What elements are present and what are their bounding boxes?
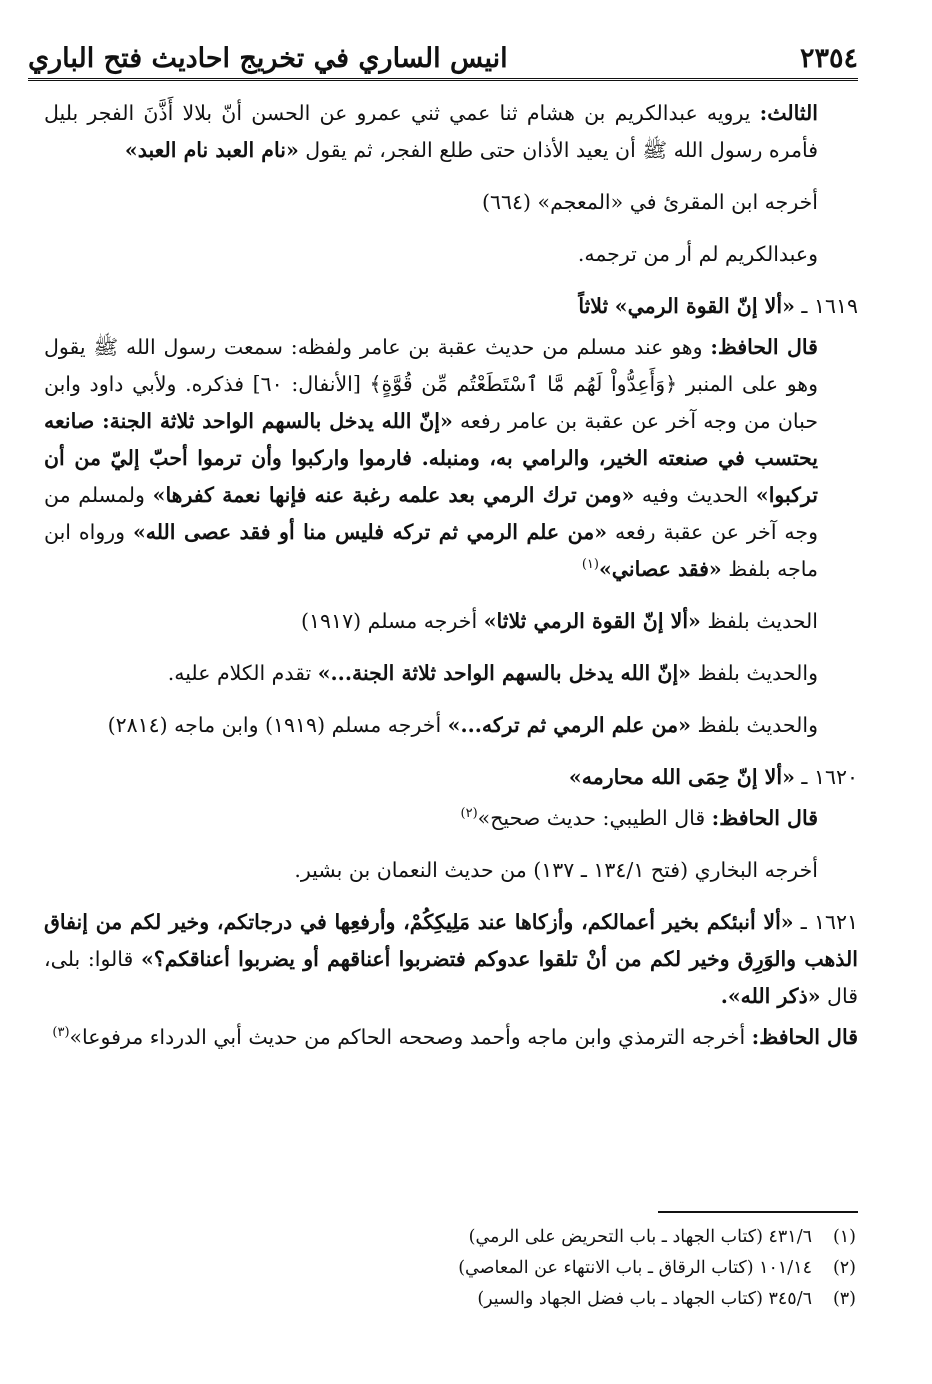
hadith-quote: «من علم الرمي ثم تركه فليس منا أو فقد عصى الله» [132,520,608,544]
paragraph-text: قالوا: بلى، قال [44,947,858,1008]
footnote-ref: (١) [581,557,599,573]
paragraph-text: ولمسلم من وجه آخر عن عقبة رفعه [44,483,818,544]
paragraph-text: أخرجه مسلم (١٩١٩) وابن ماجه (٢٨١٤) [107,713,442,737]
footnote-item [300,1284,856,1315]
footnote-ref: (٣) [52,1025,70,1041]
hadith-quote: «إنّ الله يدخل بالسهم الواحد ثلاثة الجنة...» [317,661,691,685]
hadith-quote: «ألا إنّ القوة الرمي ثلاثا» [483,609,701,633]
footnote-item [300,1253,856,1284]
footnote-ref: (٢) [460,806,478,822]
paragraph-text: يرويه عبدالكريم بن هشام ثنا عمي ثني عمرو عن الحسن أنّ بلالا أَذَّنَ الفجر بليل فأمره رسول الله ﷺ أن يعيد الأذان حتى طلع الفجر، ثم يقول [44,101,818,162]
hadith-heading-text: «ألا أنبئكم بخير أعمالكم، وأزكاها عند مَلِيكِكُمْ، وأرفعِها في درجاتكم، وخير لكم من إنفاق الذهب والوَرِق وخير لكم من أنْ تلقوا عدوكم فتضربوا أعناقهم أو يضربوا أعناقكم؟» [44,910,858,971]
paragraph-text: قال الطيبي: حديث صحيح» [477,806,706,830]
main-text [44,95,858,1071]
page-number: ٢٣٥٤ [799,42,858,74]
footnote-text: ٤٣١/٦ (كتاب الجهاد ـ باب التحريض على الرمي) [468,1227,812,1247]
hadith-quote: «ومن ترك الرمي بعد علمه رغبة عنه فإنها نعمة كفرها» [152,483,635,507]
hadith-heading-text: «ألا إنّ القوة الرمي» [614,294,795,318]
paragraph-variant-1 [44,603,858,640]
hadith-number: ١٦١٩ ـ [801,294,858,318]
paragraph-variant-2 [44,655,858,692]
book-title: انيس الساري في تخريج احاديث فتح الباري [28,42,508,74]
hadith-heading-1621 [44,904,858,1015]
paragraph-bukhari-takhrij [44,852,858,889]
paragraph-text: وهو عند مسلم من حديث عقبة بن عامر ولفظه: سمعت رسول الله ﷺ يقول وهو على المنبر ﴿وَأَعِدُّواْ لَهُم مَّا ٱسْتَطَعْتُم مِّن قُوَّةٍ﴾ [الأنفال: ٦٠] فذكره. ولأبي داود وابن حبان من وجه آخر عن عقبة بن عامر رفعه [44,335,819,433]
footnote-number: (٢) [832,1258,856,1278]
hadith-number: ١٦٢١ ـ [800,910,858,934]
paragraph-third-chain [44,95,858,169]
hadith-quote: «من علم الرمي ثم تركه...» [447,713,691,737]
hadith-heading-text: «ألا إنّ حِمَى الله محارمه» [568,765,795,789]
hadith-quote: «إنّ الله يدخل بالسهم الواحد ثلاثة الجنة: صانعه يحتسب في صنعته الخير، والرامي به، ومنبله. فارموا واركبوا وأن ترموا أحبّ إليّ من أن تركبوا» [44,409,818,507]
paragraph-text: أخرجه البخاري (فتح ١٣٤/١ ـ ١٣٧) من حديث النعمان بن بشير. [294,858,818,882]
paragraph-label: قال الحافظ: [710,335,818,359]
paragraph-hafiz-1619 [44,329,858,588]
paragraph-text: وعبدالكريم لم أر من ترجمه. [577,242,818,266]
paragraph-label: قال الحافظ: [711,806,818,830]
paragraph-text: أخرجه مسلم (١٩١٧) [301,609,478,633]
hadith-number: ١٦٢٠ ـ [801,765,858,789]
hadith-heading-1619 [44,288,858,325]
paragraph-hafiz-1620 [44,800,858,837]
hadith-heading-1620 [44,759,858,796]
paragraph-narrator-note [44,236,858,273]
paragraph-text: والحديث بلفظ [697,713,818,737]
paragraph-text: الحديث بلفظ [707,609,818,633]
paragraph-takhrij [44,184,858,221]
hadith-quote: «فقد عصاني» [598,557,722,581]
footnotes [300,1222,856,1315]
paragraph-label: قال الحافظ: [751,1025,858,1049]
hadith-quote: «نام العبد نام العبد» [124,138,299,162]
hadith-heading-suffix: ثلاثاً [578,294,609,318]
footnote-text: ١٠١/١٤ (كتاب الرقاق ـ باب الانتهاء عن المعاصي) [458,1258,812,1278]
paragraph-variant-3 [44,707,858,744]
footnote-item [300,1222,856,1253]
running-header [28,38,858,81]
paragraph-text: ورواه ابن ماجه بلفظ [44,520,818,581]
paragraph-hafiz-1621 [44,1019,858,1056]
footnote-text: ٣٤٥/٦ (كتاب الجهاد ـ باب فضل الجهاد والسير) [477,1289,812,1309]
footnote-number: (٣) [832,1289,856,1309]
paragraph-text: أخرجه الترمذي وابن ماجه وأحمد وصححه الحاكم من حديث أبي الدرداء مرفوعا» [69,1025,746,1049]
hadith-quote: «ذكر الله». [720,984,821,1008]
paragraph-label: الثالث: [759,101,818,125]
footnote-divider [658,1211,858,1213]
footnote-number: (١) [832,1227,856,1247]
paragraph-text: والحديث بلفظ [697,661,818,685]
paragraph-text: تقدم الكلام عليه. [167,661,312,685]
paragraph-text: أخرجه ابن المقرئ في «المعجم» (٦٦٤) [481,190,818,214]
paragraph-text: الحديث وفيه [641,483,749,507]
